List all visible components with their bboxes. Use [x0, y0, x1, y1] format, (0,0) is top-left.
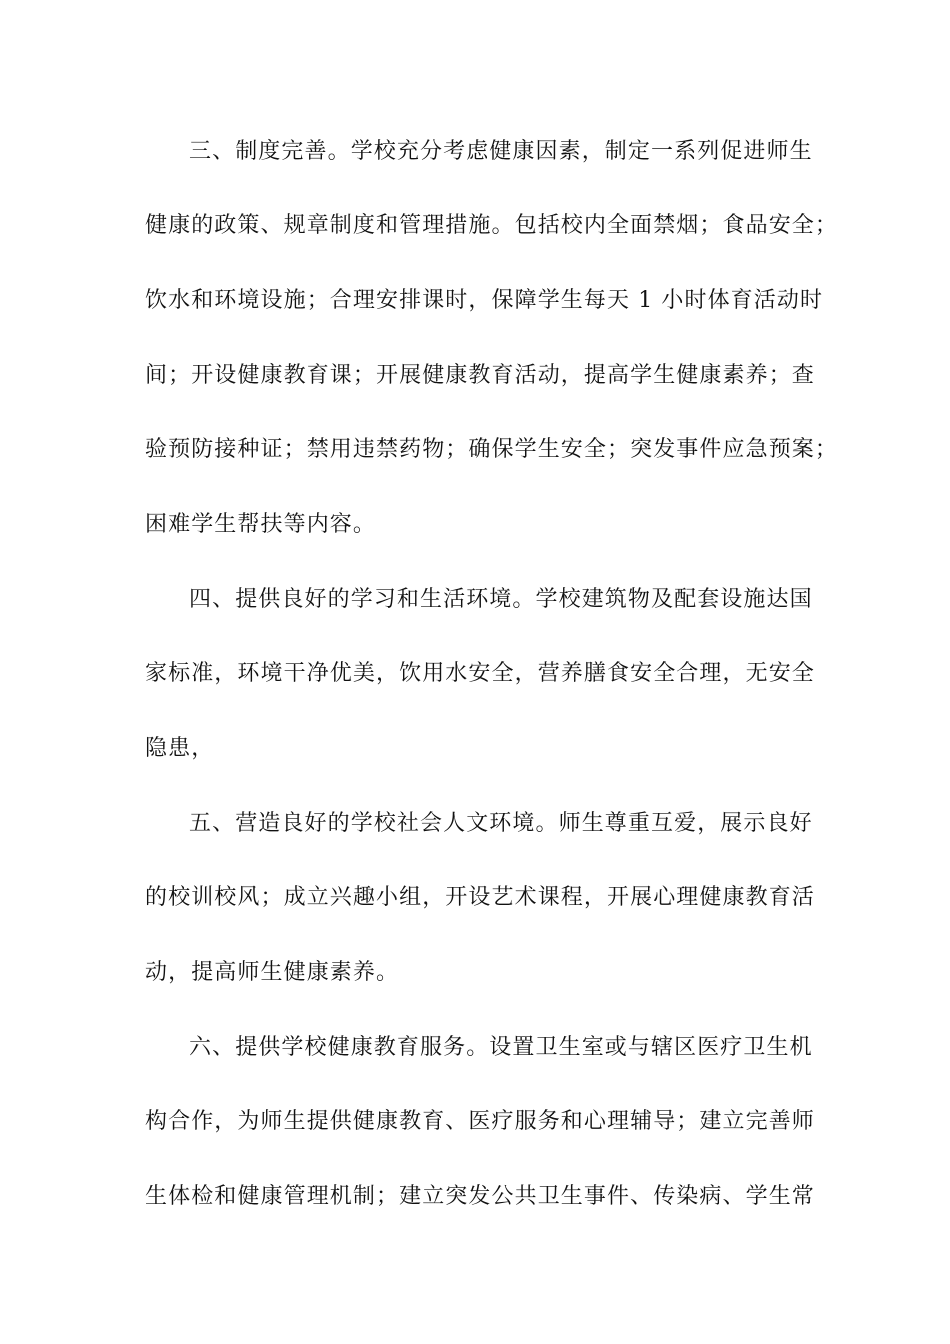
paragraph-6-line-1: 六、提供学校健康教育服务。设置卫生室或与辖区医疗卫生机 — [189, 1035, 813, 1060]
paragraph-4-line-2: 家标准，环境干净优美，饮用水安全，营养膳食安全合理，无安全 — [145, 661, 815, 686]
paragraph-5-line-1: 五、营造良好的学校社会人文环境。师生尊重互爱，展示良好 — [189, 811, 813, 836]
paragraph-4-line-1: 四、提供良好的学习和生活环境。学校建筑物及配套设施达国 — [189, 587, 813, 612]
paragraph-3-line-1: 三、制度完善。学校充分考虑健康因素，制定一系列促进师生 — [189, 139, 813, 164]
paragraph-3-line-3: 饮水和环境设施；合理安排课时，保障学生每天 1 小时体育活动时 — [145, 288, 824, 313]
paragraph-3-line-2: 健康的政策、规章制度和管理措施。包括校内全面禁烟；食品安全； — [145, 213, 839, 238]
paragraph-3-line-5: 验预防接种证；禁用违禁药物；确保学生安全；突发事件应急预案； — [145, 437, 839, 462]
paragraph-3-line-6: 困难学生帮扶等内容。 — [145, 512, 377, 537]
paragraph-6-line-2: 构合作，为师生提供健康教育、医疗服务和心理辅导；建立完善师 — [145, 1109, 815, 1134]
paragraph-4-line-3: 隐患， — [145, 736, 215, 761]
paragraph-5-line-3: 动，提高师生健康素养。 — [145, 960, 400, 985]
paragraph-3-line-4: 间；开设健康教育课；开展健康教育活动，提高学生健康素养；查 — [145, 363, 815, 388]
paragraph-6-line-3: 生体检和健康管理机制；建立突发公共卫生事件、传染病、学生常 — [145, 1184, 815, 1209]
paragraph-5-line-2: 的校训校风；成立兴趣小组，开设艺术课程，开展心理健康教育活 — [145, 885, 815, 910]
